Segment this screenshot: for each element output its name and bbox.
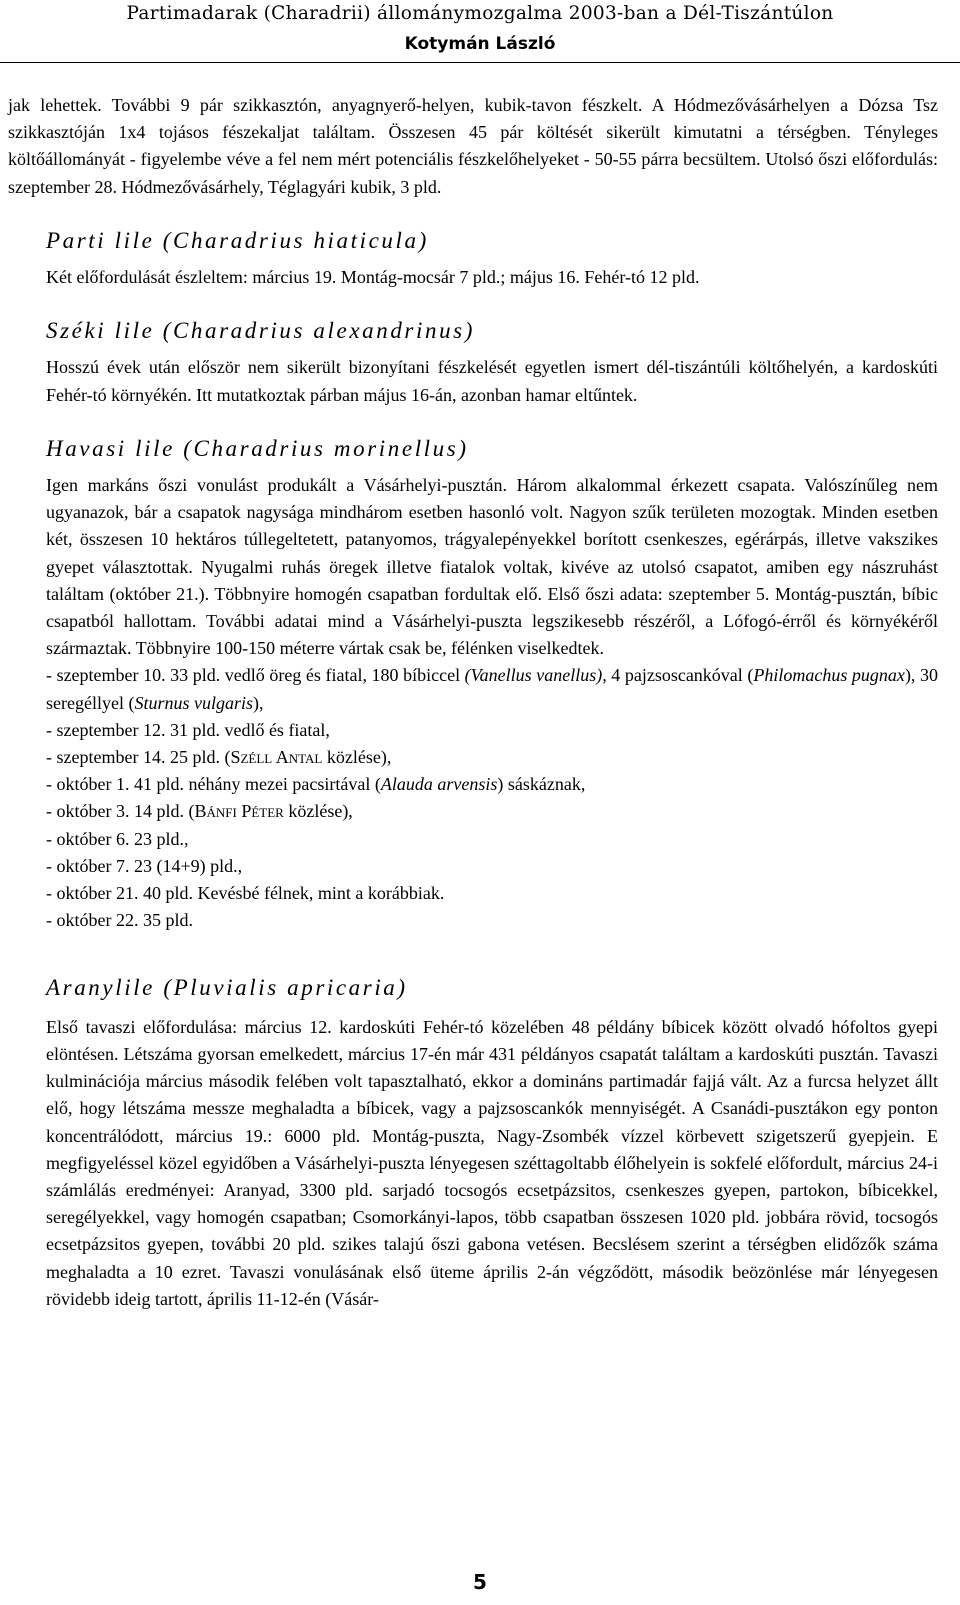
paragraph-havasi-lile: Igen markáns őszi vonulást produkált a Vásárhelyi-pusztán. Három alkalommal érkezett csapata. Valószínűleg nem ugyanazok, bár a csapatok nagysága mindhárom esetben hasonló volt. Nagyon szűk területen mozogtak. Minden esetben két, összesen 10 hektáros túllegeltetett, patanyomos, trágyalepényekkel borított csenkeszes, egérárpás, illetve vakszikes gyepet választottak. Nyugalmi ruhás öregek illetve fiatalok voltak, kivéve az utolsó csapatot, amiben egy nászruhást találtam (október 21.). Többnyire homogén csapatban fordultak elő. Első őszi adata: szeptember 5. Montág-pusztán, bíbic csapatból hallottam. További adatai mind a Vásárhelyi-puszta legszikesebb részéről, a Lófogó-érről és környékéről származtak. Többnyire 100-150 méterre vártak csak be, félénken viselkedtek. (46, 475, 938, 659)
list-item: - október 1. 41 pld. néhány mezei pacsirtával (Alauda arvensis) sáskáznak, (46, 774, 586, 795)
list-item: - október 22. 35 pld. (46, 910, 193, 931)
list-item: - szeptember 10. 33 pld. vedlő öreg és fiatal, 180 bíbiccel (Vanellus vanellus), 4 pajzsoscankóval (Philomachus pugnax), 30 seregéllyel (Sturnus vulgaris), (46, 665, 939, 713)
author-name: Kotymán László (404, 34, 556, 54)
section-heading-parti-lile: Parti lile (Charadrius hiaticula) (46, 227, 429, 253)
intro-paragraph: jak lehettek. További 9 pár szikkasztón, anyagnyerő-helyen, kubik-tavon fészkelt. A Hódmezővásárhelyen a Dózsa Tsz szikkasztóján 1x4 tojásos fészekaljat találtam. Összesen 45 pár költését sikerült kimutatni a térségben. Tényleges költőállományát - figyelembe véve a fel nem mért potenciális fészkelőhelyeket - 50-55 párra becsültem. Utolsó őszi előfordulás: szeptember 28. Hódmezővásárhely, Téglagyári kubik, 3 pld. (8, 95, 938, 197)
header-divider (0, 62, 960, 63)
list-item: - szeptember 12. 31 pld. vedlő és fiatal, (46, 719, 330, 740)
section-heading-havasi-lile: Havasi lile (Charadrius morinellus) (46, 435, 469, 461)
section-heading-aranylile: Aranylile (Pluvialis apricaria) (46, 975, 408, 1001)
list-item: - október 6. 23 pld., (46, 828, 189, 849)
list-item: - szeptember 14. 25 pld. (Széll Antal közlése), (46, 747, 392, 768)
running-title: Partimadarak (Charadrii) állománymozgalma 2003-ban a Dél-Tiszántúlon (126, 3, 834, 24)
list-item: - október 3. 14 pld. (Bánfi Péter közlése), (46, 801, 353, 822)
paragraph-szeki-lile: Hosszú évek után először nem sikerült bizonyítani fészkelését egyetlen ismert dél-tiszántúli költőhelyén, a kardoskúti Fehér-tó környékén. Itt mutatkoztak párban május 16-án, azonban hamar eltűntek. (46, 357, 938, 405)
paragraph-parti-lile: Két előfordulását észleltem: március 19. Montág-mocsár 7 pld.; május 16. Fehér-tó 12 pld. (46, 267, 700, 288)
paragraph-aranylile: Első tavaszi előfordulása: március 12. kardoskúti Fehér-tó közelében 48 példány bíbicek között olvadó hófoltos gyepi elöntésen. Létszáma gyorsan emelkedett, március 17-én már 431 példányos csapatát találtam a kardoskúti pusztán. Tavaszi kulminációja március második felében volt tapasztalható, ekkor a domináns partimadár fajjá vált. Az a furcsa helyzet állt elő, hogy létszáma messze meghaladta a bíbicek, vagy a pajzsoscankók mennyiségét. A Csanádi-pusztákon egy ponton koncentrálódott, március 19.: 6000 pld. Montág-puszta, Nagy-Zsombék vízzel körbevett szigetszerű gyepjein. E megfigyeléssel közel egyidőben a Vásárhelyi-puszta lényegesen széttagoltabb élőhelyein is sokfelé előfordult, március 24-i számlálás eredményei: Aranyad, 3300 pld. sarjadó tocsogós ecsetpázsitos, csenkeszes gyepen, partokon, bíbicekkel, seregélyekkel, vagy homogén csapatban; Csomorkányi-lapos, több csapatban összesen 1020 pld. jobbára rövid, tocsogós ecsetpázsitos gyepen, további 20 pld. szikes talajú őszi gabona vetésen. Becslésem szerint a térségben elidőzők száma meghaladta a 10 ezret. Tavaszi vonulásának első üteme április 2-án végződött, második beözönlése már lényegesen rövidebb ideig tartott, április 11-12-én (Vásár- (46, 1016, 938, 1309)
list-item: - október 21. 40 pld. Kevésbé félnek, mint a korábbiak. (46, 883, 445, 904)
article-body (8, 92, 938, 1313)
page-number: 5 (473, 1570, 487, 1594)
list-item: - október 7. 23 (14+9) pld., (46, 855, 243, 876)
section-heading-szeki-lile: Széki lile (Charadrius alexandrinus) (46, 318, 475, 344)
page-header (0, 0, 960, 57)
havasi-records-list (8, 662, 938, 934)
